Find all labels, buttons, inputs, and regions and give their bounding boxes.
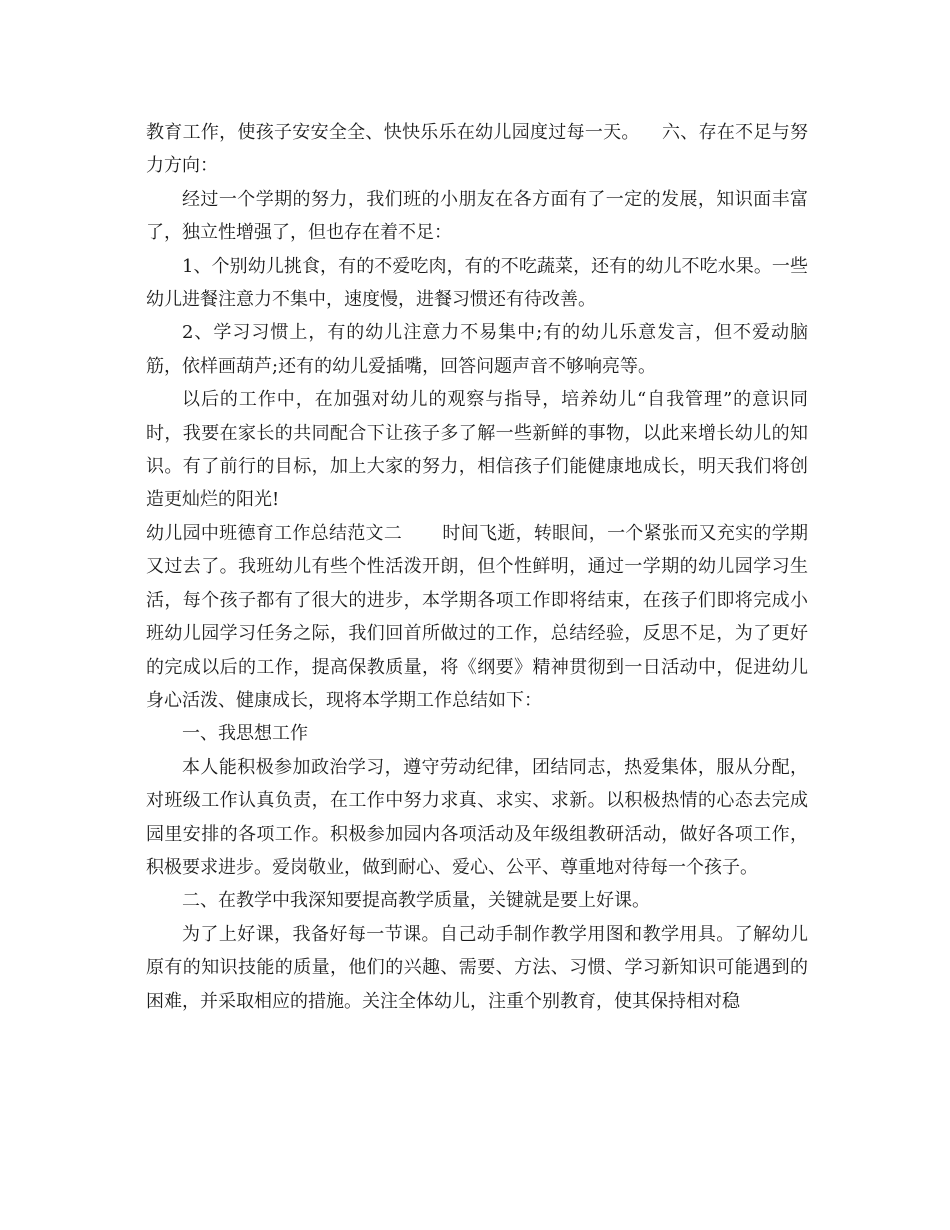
paragraph: 以后的工作中，在加强对幼儿的观察与指导，培养幼儿“自我管理”的意识同时，我要在家长的共同配合下让孩子多了解一些新鲜的事物，以此来增长幼儿的知识。有了前行的目标，加上大家的努力，相信孩子们能健康地成长，明天我们将创造更灿烂的阳光!	[146, 389, 808, 511]
paragraph: 本人能积极参加政治学习，遵守劳动纪律，团结同志，热爱集体，服从分配，对班级工作认真负责，在工作中努力求真、求实、求新。以积极热情的心态去完成园里安排的各项工作。积极参加园内各项活动及年级组教研活动，做好各项工作，积极要求进步。爱岗敬业，做到耐心、爱心、公平、尊重地对待每一个孩子。	[146, 756, 808, 878]
section-heading-ideology: 一、我思想工作	[182, 723, 308, 745]
section-heading-shortcomings: 六、存在不足与努力方向：	[146, 122, 809, 177]
section-heading-teaching: 二、在教学中我深知要提高教学质量，关键就是要上好课。	[182, 890, 650, 912]
document-body	[146, 116, 808, 1018]
paragraph-text: 教育工作，使孩子安安全全、快快乐乐在幼儿园度过每一天。	[146, 122, 640, 143]
paragraph-article-two	[146, 517, 808, 717]
article-title: 幼儿园中班德育工作总结范文二	[146, 522, 403, 544]
paragraph-continuation	[146, 116, 808, 183]
list-item-picky-eating: 1、个别幼儿挑食，有的不爱吃肉，有的不吃蔬菜，还有的幼儿不吃水果。一些幼儿进餐注意力不集中，速度慢，进餐习惯还有待改善。	[146, 255, 808, 311]
list-item-study-habits: 2、学习习惯上，有的幼儿注意力不易集中;有的幼儿乐意发言，但不爱动脑筋，依样画葫芦;还有的幼儿爱插嘴，回答问题声音不够响亮等。	[146, 322, 808, 377]
paragraph: 经过一个学期的努力，我们班的小朋友在各方面有了一定的发展，知识面丰富了，独立性增强了，但也存在着不足：	[146, 188, 808, 244]
paragraph: 为了上好课，我备好每一节课。自己动手制作教学用图和教学用具。了解幼儿原有的知识技能的质量，他们的兴趣、需要、方法、习惯、学习新知识可能遇到的困难，并采取相应的措施。关注全体幼儿，注重个别教育，使其保持相对稳	[146, 923, 808, 1012]
paragraph-text: 时间飞逝，转眼间，一个紧张而又充实的学期又过去了。我班幼儿有些个性活泼开朗，但个性鲜明，通过一学期的幼儿园学习生活，每个孩子都有了很大的进步，本学期各项工作即将结束，在孩子们即将完成小班幼儿园学习任务之际，我们回首所做过的工作，总结经验，反思不足，为了更好的完成以后的工作，提高保教质量，将《纲要》精神贯彻到一日活动中，促进幼儿身心活泼、健康成长，现将本学期工作总结如下：	[146, 522, 809, 711]
